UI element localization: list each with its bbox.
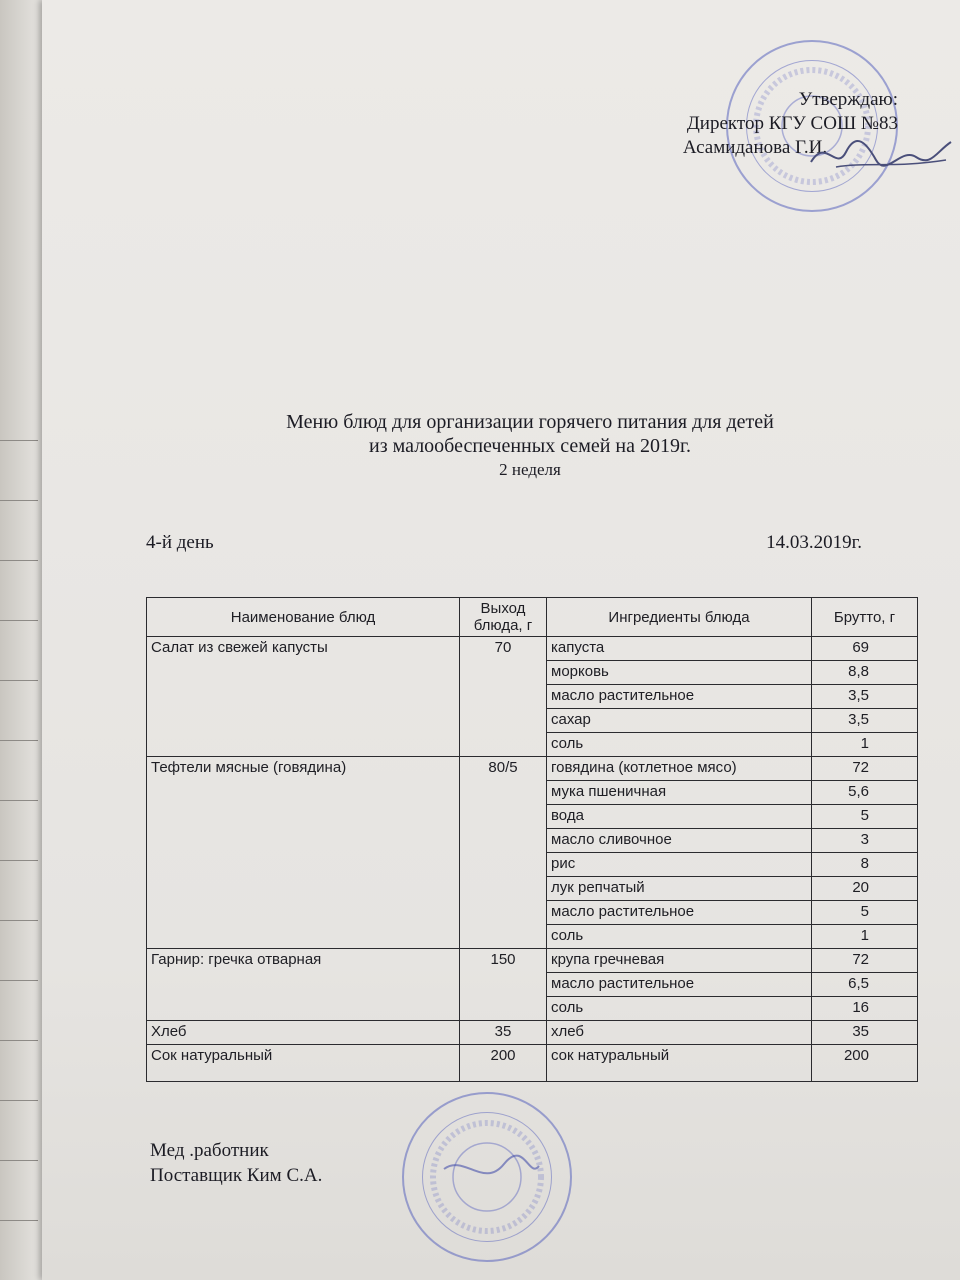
ingredient-name-cell: масло растительное: [547, 901, 812, 925]
dish-name-cell: Хлеб: [147, 1021, 460, 1045]
title-line-2: из малообеспеченных семей на 2019г.: [369, 435, 691, 457]
dish-yield-cell: 70: [460, 637, 547, 757]
table-row: [147, 1045, 918, 1082]
dish-yield-cell: 150: [460, 949, 547, 1021]
menu-table-body: [147, 637, 918, 1082]
background-page-lines: [0, 440, 40, 1280]
table-row: [147, 757, 918, 781]
ingredient-brutto-cell: 200: [812, 1045, 918, 1082]
ingredient-brutto-cell: 5: [812, 901, 918, 925]
table-row: [147, 949, 918, 973]
dish-name-cell: Салат из свежей капусты: [147, 637, 460, 757]
table-row: [147, 1021, 918, 1045]
ingredient-name-cell: масло растительное: [547, 973, 812, 997]
document-title: [140, 410, 920, 482]
ingredient-brutto-cell: 6,5: [812, 973, 918, 997]
medic-label: Мед .работник: [150, 1140, 269, 1161]
day-label: 4-й день: [146, 532, 214, 553]
ingredient-brutto-cell: 1: [812, 733, 918, 757]
dish-name-cell: Сок натуральный: [147, 1045, 460, 1082]
ingredient-brutto-cell: 72: [812, 949, 918, 973]
ingredient-name-cell: вода: [547, 805, 812, 829]
ingredient-brutto-cell: 3,5: [812, 685, 918, 709]
ingredient-name-cell: лук репчатый: [547, 877, 812, 901]
director-signature: [806, 132, 956, 182]
director-name: Асамиданова Г.И.: [682, 137, 828, 158]
ingredient-name-cell: говядина (котлетное мясо): [547, 757, 812, 781]
ingredient-brutto-cell: 3,5: [812, 709, 918, 733]
ingredient-name-cell: сахар: [547, 709, 812, 733]
date-label: 14.03.2019г.: [766, 532, 862, 553]
ingredient-brutto-cell: 35: [812, 1021, 918, 1045]
menu-table: [146, 597, 918, 1082]
ingredient-name-cell: масло растительное: [547, 685, 812, 709]
title-line-1: Меню блюд для организации горячего питания для детей: [286, 411, 774, 433]
dish-name-cell: Тефтели мясные (говядина): [147, 757, 460, 949]
week-label: 2 неделя: [499, 460, 561, 479]
dish-name-cell: Гарнир: гречка отварная: [147, 949, 460, 1021]
ingredient-name-cell: сок натуральный: [547, 1045, 812, 1082]
bottom-round-stamp: [402, 1092, 572, 1262]
ingredient-name-cell: соль: [547, 997, 812, 1021]
dish-yield-cell: 80/5: [460, 757, 547, 949]
signatures-block: [150, 1138, 322, 1188]
ingredient-name-cell: капуста: [547, 637, 812, 661]
day-date-row: [146, 532, 862, 554]
approve-word: Утверждаю:: [798, 89, 898, 110]
column-header-brutto: Брутто, г: [812, 598, 918, 637]
column-header-dish: Наименование блюд: [147, 598, 460, 637]
ingredient-name-cell: рис: [547, 853, 812, 877]
ingredient-name-cell: соль: [547, 733, 812, 757]
dish-yield-cell: 200: [460, 1045, 547, 1082]
ingredient-brutto-cell: 8: [812, 853, 918, 877]
supplier-label: Поставщик Ким С.А.: [150, 1165, 323, 1186]
column-header-yield: Выход блюда, г: [460, 598, 547, 637]
table-row: [147, 637, 918, 661]
ingredient-brutto-cell: 8,8: [812, 661, 918, 685]
column-header-ingredients: Ингредиенты блюда: [547, 598, 812, 637]
ingredient-brutto-cell: 16: [812, 997, 918, 1021]
ingredient-brutto-cell: 1: [812, 925, 918, 949]
ingredient-name-cell: хлеб: [547, 1021, 812, 1045]
table-header-row: [147, 598, 918, 637]
ingredient-name-cell: морковь: [547, 661, 812, 685]
director-line: Директор КГУ СОШ №83: [686, 113, 898, 134]
ingredient-brutto-cell: 3: [812, 829, 918, 853]
ingredient-name-cell: масло сливочное: [547, 829, 812, 853]
ingredient-name-cell: мука пшеничная: [547, 781, 812, 805]
ingredient-name-cell: крупа гречневая: [547, 949, 812, 973]
ingredient-brutto-cell: 72: [812, 757, 918, 781]
ingredient-name-cell: соль: [547, 925, 812, 949]
ingredient-brutto-cell: 20: [812, 877, 918, 901]
dish-yield-cell: 35: [460, 1021, 547, 1045]
ingredient-brutto-cell: 5,6: [812, 781, 918, 805]
ingredient-brutto-cell: 5: [812, 805, 918, 829]
ingredient-brutto-cell: 69: [812, 637, 918, 661]
